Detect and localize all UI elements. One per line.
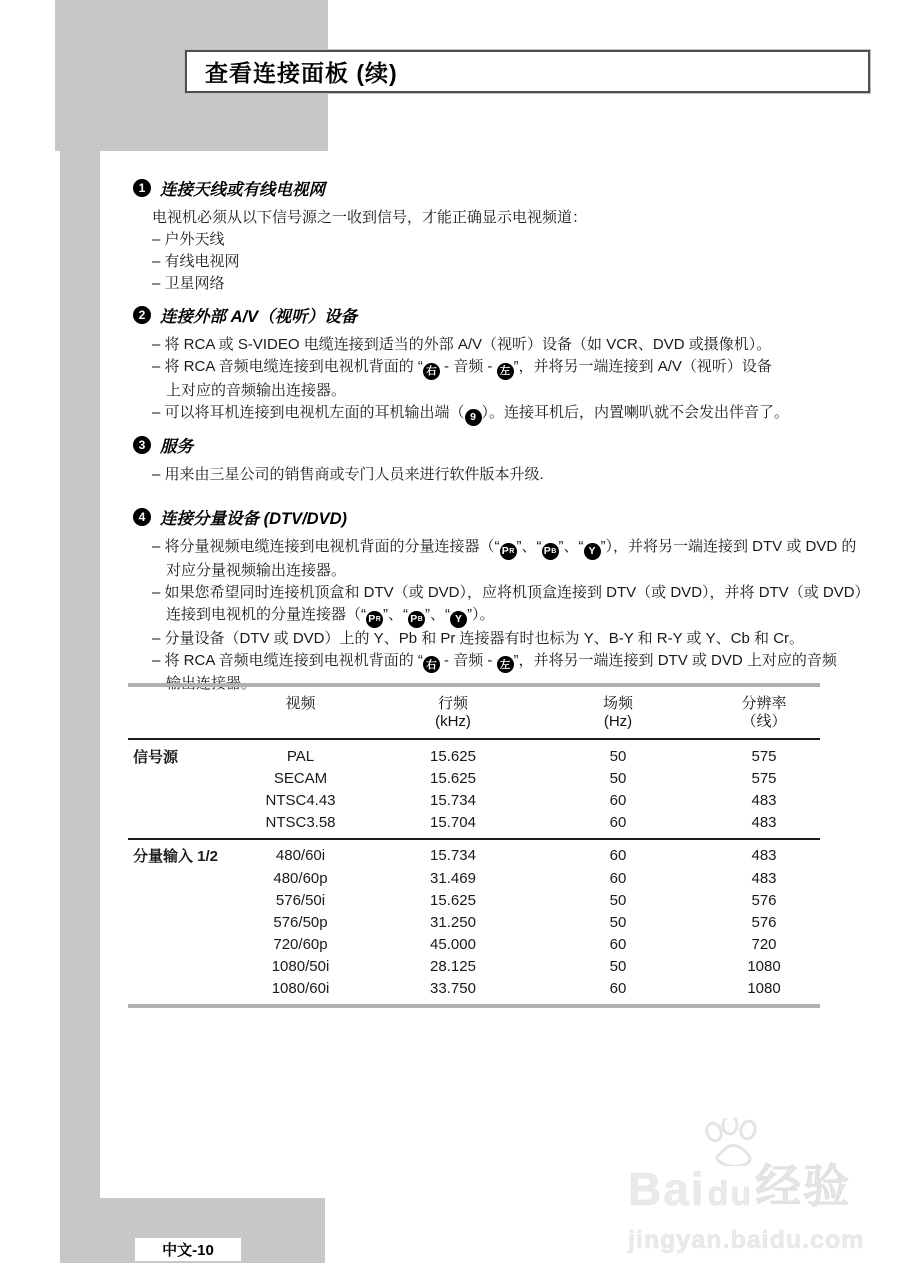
table-row xyxy=(128,934,820,956)
section-heading xyxy=(133,433,893,457)
table-cell: 60 xyxy=(609,791,627,809)
header-line1: 场频 xyxy=(602,695,633,712)
badge-subscript: B xyxy=(551,547,557,555)
text-line: – 将 RCA 或 S-VIDEO 电缆连接到适当的外部 A/V（视听）设备（如 VCR、DVD 或摄像机）。 xyxy=(152,336,772,353)
watermark-du: du xyxy=(707,1175,754,1213)
row-group-label: 分量输入 1/2 xyxy=(133,848,219,866)
text-line: – 户外天线 xyxy=(152,231,225,248)
table-cell: 15.734 xyxy=(430,791,476,809)
table-cell: 483 xyxy=(751,847,777,865)
table-cell: 576/50i xyxy=(275,891,326,909)
text-line: – 将分量视频电缆连接到电视机背面的分量连接器（“ P R ”、“ P B ”、“ Y ”），并将另一端连接到 DTV 或 DVD 的 xyxy=(152,536,893,560)
table-cell: 575 xyxy=(751,769,777,787)
text-line: – 将 RCA 音频电缆连接到电视机背面的 “ 右 - 音频 - 左 ”，并将另一端连接到 DTV 或 DVD 上对应的音频 xyxy=(152,650,893,674)
watermark-url: jingyan.baidu.com xyxy=(628,1226,865,1254)
table-cell: 15.625 xyxy=(430,891,476,909)
row-group-label: 信号源 xyxy=(133,748,179,766)
table-cell: 50 xyxy=(609,913,627,931)
header-cell xyxy=(223,695,378,731)
pb-jack-badge: P B xyxy=(408,611,425,628)
watermark-brand xyxy=(628,1150,898,1216)
text-line: – 分量设备（DTV 或 DVD）上的 Y、Pb 和 Pr 连接器有时也标为 Y、B-Y 和 R-Y 或 Y、Cb 和 Cr。 xyxy=(152,629,805,647)
header-line2: (Hz) xyxy=(603,713,633,730)
gray-strip-left xyxy=(60,0,100,1263)
header-cell xyxy=(708,695,820,731)
header-cell xyxy=(378,695,528,731)
table-cell: 60 xyxy=(609,814,627,832)
table-row xyxy=(128,867,820,889)
section-av-device xyxy=(133,303,893,426)
text-line: – 将 RCA 音频电缆连接到电视机背面的 “ 右 - 音频 - 左 ”，并将另一端连接到 A/V（视听）设备 xyxy=(152,356,893,380)
table-cell: 45.000 xyxy=(430,936,476,954)
section-lines xyxy=(133,334,893,426)
watermark-du-wrap xyxy=(708,1162,754,1216)
pr-jack-badge: P R xyxy=(366,611,383,628)
paw-icon xyxy=(702,1118,764,1166)
section-service xyxy=(133,433,893,486)
table-row xyxy=(128,789,820,811)
table-cell: 33.750 xyxy=(430,980,476,998)
header-line1: 视频 xyxy=(285,695,316,712)
section-heading-text: 连接外部 A/V（视听）设备 xyxy=(160,308,358,326)
headphone-jack-badge: 9 xyxy=(465,409,482,426)
section-component xyxy=(133,505,893,695)
table-cell: PAL xyxy=(286,747,315,765)
table-row xyxy=(128,956,820,978)
table-bottom-rule xyxy=(128,1004,820,1008)
section-heading xyxy=(133,505,893,529)
section-number-badge: 4 xyxy=(133,508,151,526)
table-cell: 60 xyxy=(609,980,627,998)
section-heading-text: 服务 xyxy=(160,438,193,456)
watermark-bai: Bai xyxy=(628,1163,706,1215)
text-line: – 可以将耳机连接到电视机左面的耳机输出端（ 9 ）。连接耳机后，内置喇叭就不会发出伴音了。 xyxy=(152,402,893,426)
table-cell: 1080/60i xyxy=(271,980,330,998)
header-cell xyxy=(528,695,708,731)
table-cell: SECAM xyxy=(273,769,328,787)
page-title-box xyxy=(185,50,870,93)
baidu-watermark xyxy=(628,1150,898,1255)
table-cell: 483 xyxy=(751,869,777,887)
text-line: – 有线电视网 xyxy=(152,253,240,270)
section-number-badge: 3 xyxy=(133,436,151,454)
header-spacer xyxy=(128,695,223,731)
table-row xyxy=(128,911,820,933)
table-cell: 31.250 xyxy=(430,913,476,931)
table-cell: 480/60p xyxy=(273,869,328,887)
table-cell: 1080/50i xyxy=(271,958,330,976)
badge-subscript: R xyxy=(375,615,381,623)
text-line: – 如果您希望同时连接机顶盒和 DTV（或 DVD），应将机顶盒连接到 DTV（或 DVD），并将 DTV（或 DVD） xyxy=(152,583,870,601)
table-cell: 15.704 xyxy=(430,814,476,832)
table-group-component-input xyxy=(128,840,820,1004)
header-line2: （线） xyxy=(741,713,787,730)
table-cell: NTSC4.43 xyxy=(265,791,336,809)
section-antenna xyxy=(133,176,893,295)
table-cell: 15.625 xyxy=(430,747,476,765)
section-heading-text: 连接天线或有线电视网 xyxy=(160,181,325,199)
table-cell: 28.125 xyxy=(430,958,476,976)
text-line: 对应分量视频输出连接器。 xyxy=(166,561,347,579)
table-cell: 483 xyxy=(751,814,777,832)
pr-jack-badge: P R xyxy=(500,543,517,560)
table-cell: 720/60p xyxy=(273,936,328,954)
section-number-badge: 2 xyxy=(133,306,151,324)
table-row xyxy=(128,812,820,834)
section-number-badge: 1 xyxy=(133,179,151,197)
y-jack-badge: Y xyxy=(450,611,467,628)
table-cell: 60 xyxy=(609,847,627,865)
badge-subscript: B xyxy=(417,615,423,623)
section-heading-text: 连接分量设备 (DTV/DVD) xyxy=(160,510,347,528)
table-cell: 60 xyxy=(609,936,627,954)
table-cell: 480/60i xyxy=(275,847,326,865)
header-line2: (kHz) xyxy=(435,713,471,730)
table-cell: NTSC3.58 xyxy=(265,814,336,832)
badge-subscript: R xyxy=(509,547,515,555)
audio-right-badge: 右 xyxy=(423,363,440,380)
audio-right-badge: 右 xyxy=(423,656,440,673)
section-lines xyxy=(133,536,893,695)
table-cell: 1080 xyxy=(747,980,781,998)
text-line: 连接到电视机的分量连接器（“ P R ”、“ P B ”、“ Y ”）。 xyxy=(152,604,893,628)
table-cell: 31.469 xyxy=(430,869,476,887)
table-row xyxy=(128,978,820,1000)
section-lines xyxy=(133,207,893,295)
table-cell: 15.734 xyxy=(430,847,476,865)
table-header-row xyxy=(128,687,820,738)
text-line: 电视机必须从以下信号源之一收到信号，才能正确显示电视频道： xyxy=(152,209,588,226)
audio-left-badge: 左 xyxy=(497,363,514,380)
table-cell: 575 xyxy=(751,747,777,765)
table-cell: 576/50p xyxy=(273,913,328,931)
table-row xyxy=(128,889,820,911)
page-number-label: 中文-10 xyxy=(162,1242,214,1259)
text-line: 上对应的音频输出连接器。 xyxy=(166,381,347,399)
table-cell: 720 xyxy=(751,936,777,954)
table-cell: 50 xyxy=(609,891,627,909)
audio-left-badge: 左 xyxy=(497,656,514,673)
table-cell: 60 xyxy=(609,869,627,887)
table-cell: 1080 xyxy=(747,958,781,976)
header-line1: 分辨率 xyxy=(741,695,787,712)
table-row xyxy=(128,745,820,767)
table-cell: 15.625 xyxy=(430,769,476,787)
table-cell: 576 xyxy=(751,913,777,931)
header-line1: 行频 xyxy=(437,695,468,712)
text-line: – 卫星网络 xyxy=(152,275,225,292)
table-cell: 576 xyxy=(751,891,777,909)
section-heading xyxy=(133,176,893,200)
table-group-signal-source xyxy=(128,740,820,838)
pb-jack-badge: P B xyxy=(542,543,559,560)
table-cell: 50 xyxy=(609,747,627,765)
watermark-jingyan: 经验 xyxy=(755,1160,852,1212)
text-line: – 用来由三星公司的销售商或专门人员来进行软件版本升级. xyxy=(152,466,544,483)
section-heading xyxy=(133,303,893,327)
table-cell: 50 xyxy=(609,958,627,976)
table-row xyxy=(128,845,820,867)
page-number-box xyxy=(135,1238,241,1261)
section-lines xyxy=(133,464,893,486)
table-cell: 50 xyxy=(609,769,627,787)
y-jack-badge: Y xyxy=(584,543,601,560)
page-title: 查看连接面板 (续) xyxy=(205,60,398,86)
video-spec-table xyxy=(128,683,820,1008)
table-cell: 483 xyxy=(751,791,777,809)
table-row xyxy=(128,767,820,789)
